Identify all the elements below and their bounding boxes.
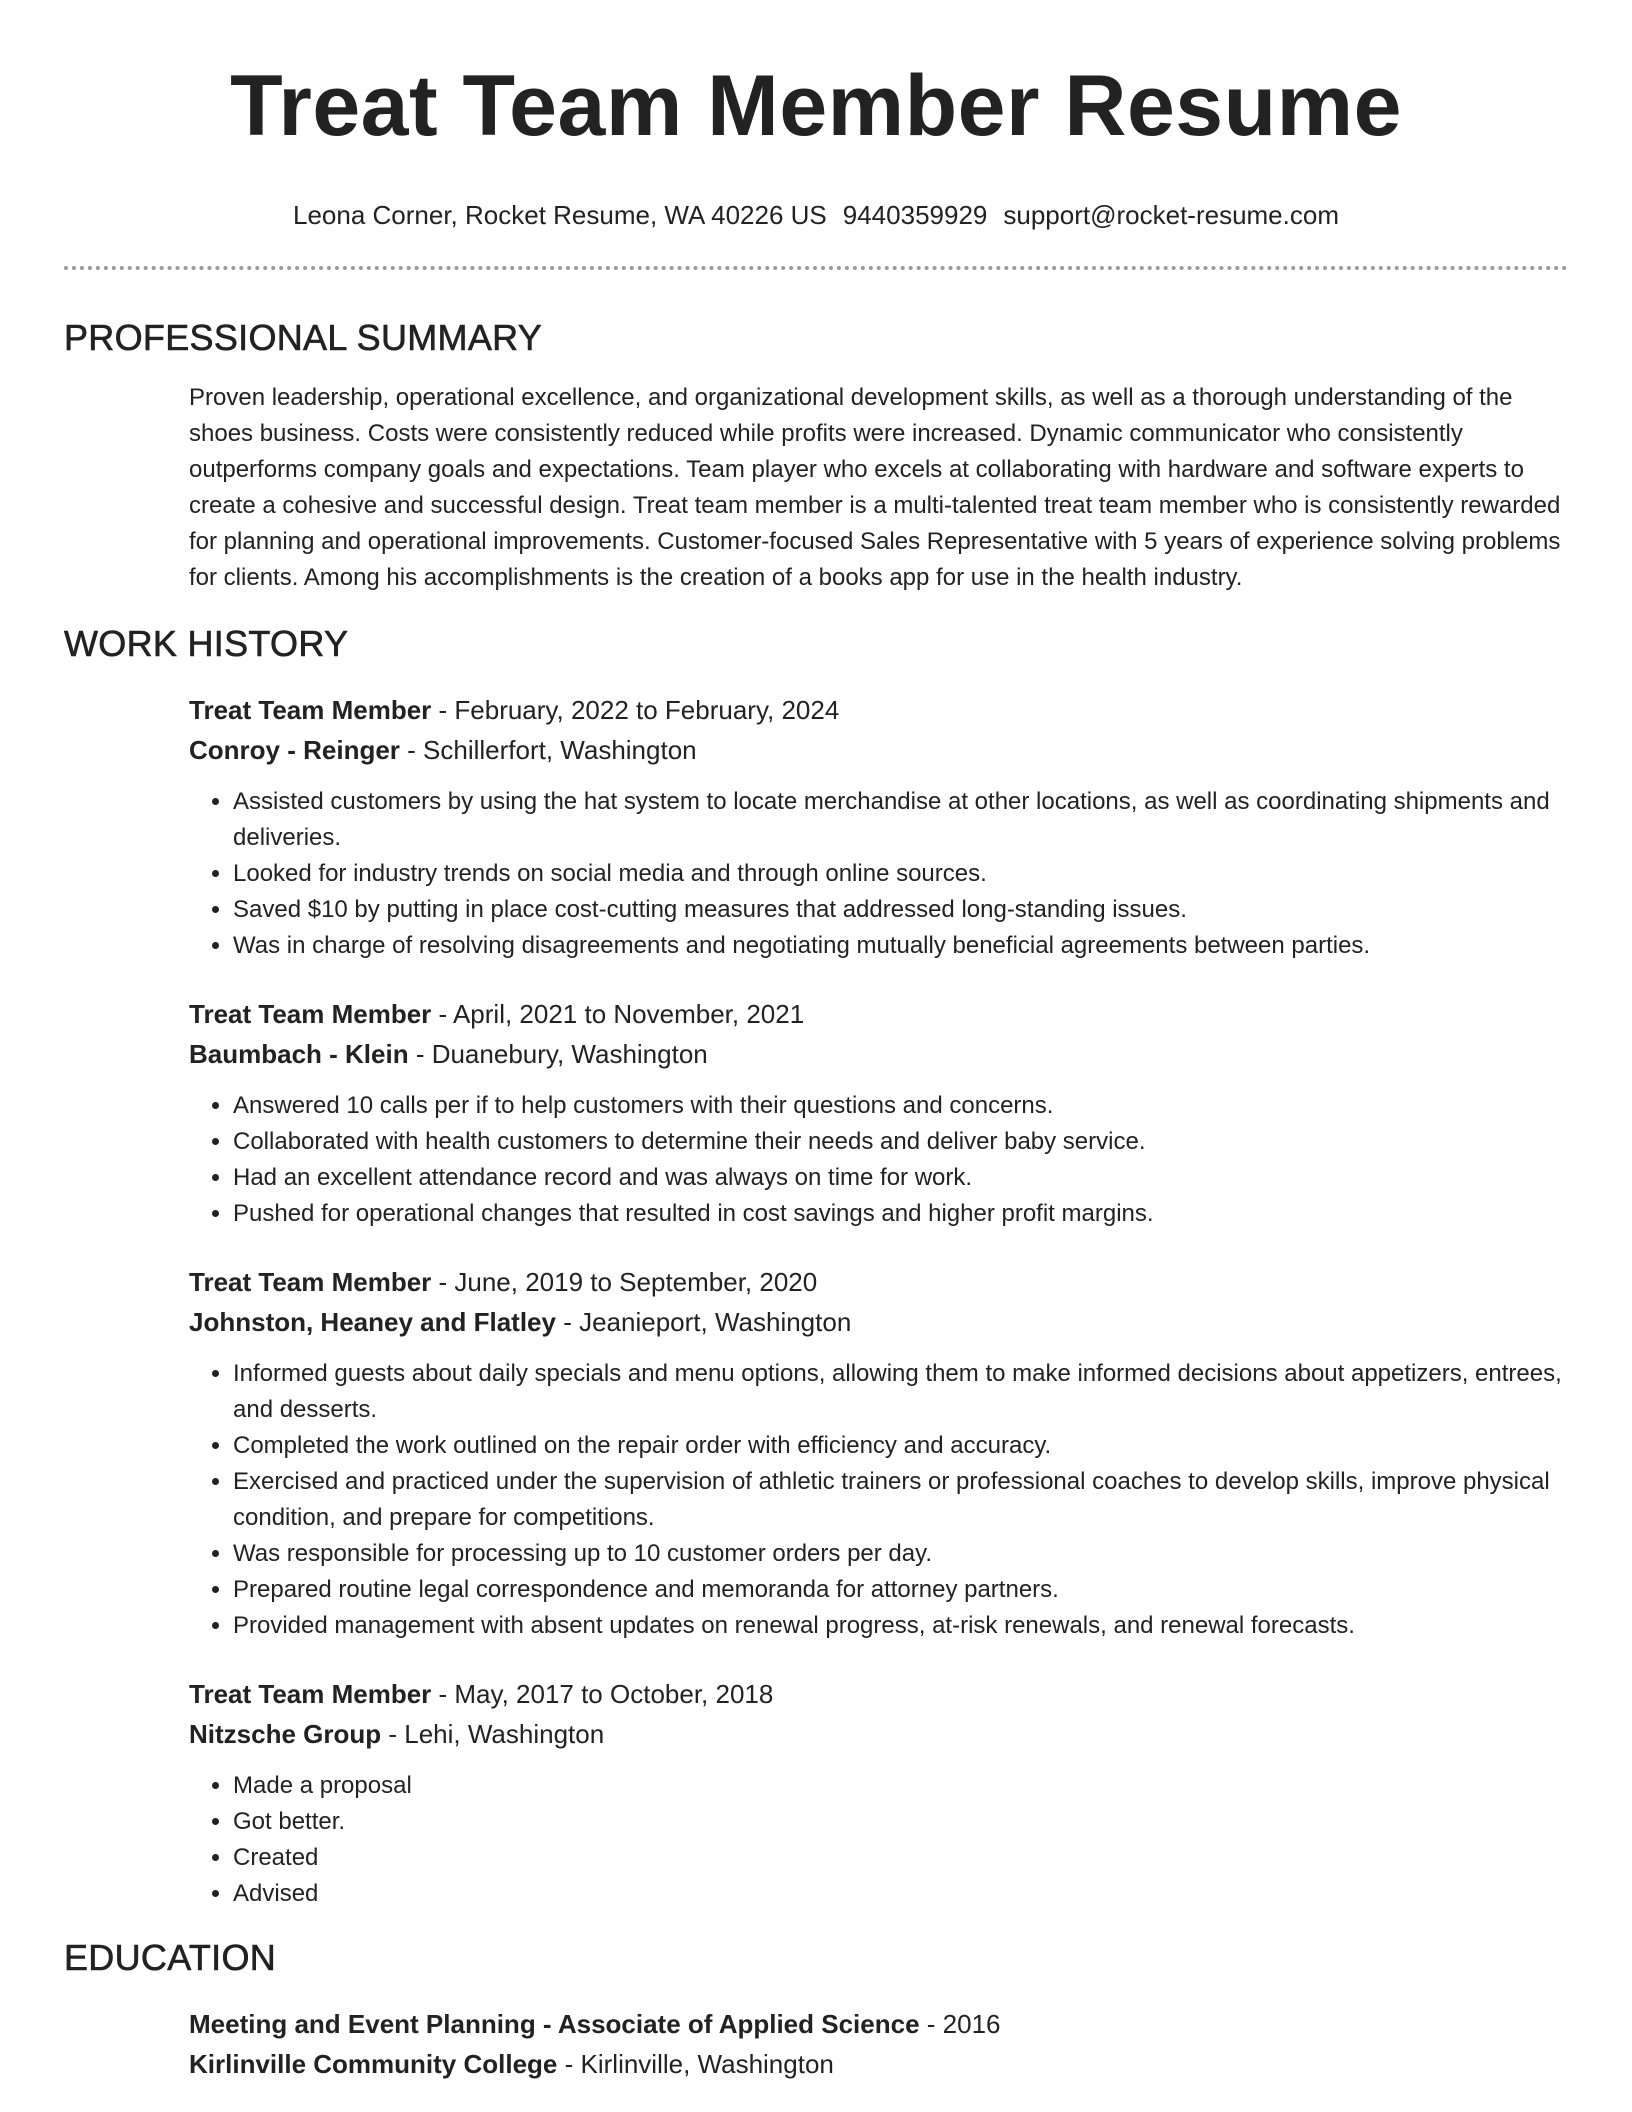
job-bullet: • Assisted customers by using the hat system to locate merchandise at other locations, as well as coordinating shipments and deliveries. [233, 784, 1568, 856]
job-company-line [189, 1034, 1568, 1074]
job-bullets [189, 1356, 1568, 1644]
job-company: Conroy - Reinger [189, 735, 400, 765]
job-bullet: • Had an excellent attendance record and was always on time for work. [233, 1160, 1568, 1196]
contact-email: support@rocket-resume.com [1003, 200, 1339, 230]
job-bullet: • Provided management with absent updates on renewal progress, at-risk renewals, and renewal forecasts. [233, 1608, 1568, 1644]
job-entry [189, 1674, 1568, 1912]
summary-text: Proven leadership, operational excellence, and organizational development skills, as well as a thorough understanding of the shoes business. Costs were consistently reduced while profits were increased. Dynamic communicator who consistently outperforms company goals and expectations. Team player who excels at collaborating with hardware and software experts to create a cohesive and successful design. Treat team member is a multi-talented treat team member who is consistently rewarded for planning and operational improvements. Customer-focused Sales Representative with 5 years of experience solving problems for clients. Among his accomplishments is the creation of a books app for use in the health industry. [189, 384, 1561, 591]
job-title: Treat Team Member [189, 999, 432, 1029]
summary-heading: PROFESSIONAL SUMMARY [64, 317, 543, 358]
job-company-line [189, 1714, 1568, 1754]
contact-address: Leona Corner, Rocket Resume, WA 40226 US [293, 200, 827, 230]
job-location: - Lehi, Washington [381, 1719, 605, 1749]
job-bullet: • Saved $10 by putting in place cost-cutting measures that addressed long-standing issues. [233, 892, 1568, 928]
education-degree-line [189, 2004, 1568, 2044]
job-title: Treat Team Member [189, 1679, 432, 1709]
job-entry [189, 994, 1568, 1232]
job-company: Johnston, Heaney and Flatley [189, 1307, 556, 1337]
job-dates: - April, 2021 to November, 2021 [431, 999, 805, 1029]
job-bullet: • Prepared routine legal correspondence and memoranda for attorney partners. [233, 1572, 1568, 1608]
job-title: Treat Team Member [189, 1267, 432, 1297]
contact-phone: 9440359929 [842, 200, 988, 230]
education-heading: EDUCATION [64, 1937, 277, 1978]
job-bullet: • Was responsible for processing up to 10 customer orders per day. [233, 1536, 1568, 1572]
resume-title: Treat Team Member Resume [230, 58, 1402, 154]
job-bullet: • Advised [233, 1876, 1568, 1912]
job-bullets [189, 1768, 1568, 1912]
job-title-line [189, 1262, 1568, 1302]
job-title: Treat Team Member [189, 695, 432, 725]
job-dates: - May, 2017 to October, 2018 [431, 1679, 774, 1709]
job-location: - Duanebury, Washington [408, 1039, 708, 1069]
job-bullets [189, 1088, 1568, 1232]
job-bullet: • Created [233, 1840, 1568, 1876]
job-bullet: • Answered 10 calls per if to help customers with their questions and concerns. [233, 1088, 1568, 1124]
job-company-line [189, 1302, 1568, 1342]
job-bullet: • Collaborated with health customers to determine their needs and deliver baby service. [233, 1124, 1568, 1160]
education-degree: Meeting and Event Planning - Associate of Applied Science [189, 2009, 920, 2039]
education-entry [189, 2004, 1568, 2084]
job-bullet: • Exercised and practiced under the supervision of athletic trainers or professional coaches to develop skills, improve physical condition, and prepare for competitions. [233, 1464, 1568, 1536]
job-title-line [189, 690, 1568, 730]
job-company: Nitzsche Group [189, 1719, 382, 1749]
contact-line [64, 198, 1568, 232]
job-location: - Schillerfort, Washington [399, 735, 697, 765]
job-title-line [189, 1674, 1568, 1714]
job-dates: - February, 2022 to February, 2024 [431, 695, 840, 725]
job-title-line [189, 994, 1568, 1034]
work-history-heading: WORK HISTORY [64, 623, 349, 664]
job-entry [189, 1262, 1568, 1644]
job-location: - Jeanieport, Washington [555, 1307, 852, 1337]
job-bullet: • Pushed for operational changes that resulted in cost savings and higher profit margins. [233, 1196, 1568, 1232]
job-company: Baumbach - Klein [189, 1039, 409, 1069]
job-bullets [189, 784, 1568, 964]
education-location: - Kirlinville, Washington [557, 2049, 834, 2079]
job-bullet: • Was in charge of resolving disagreements and negotiating mutually beneficial agreements between parties. [233, 928, 1568, 964]
header-divider [64, 266, 1568, 270]
job-bullet: • Got better. [233, 1804, 1568, 1840]
education-school: Kirlinville Community College [189, 2049, 558, 2079]
job-bullet: • Made a proposal [233, 1768, 1568, 1804]
job-dates: - June, 2019 to September, 2020 [431, 1267, 818, 1297]
job-bullet: • Informed guests about daily specials and menu options, allowing them to make informed decisions about appetizers, entrees, and desserts. [233, 1356, 1568, 1428]
job-bullet: • Looked for industry trends on social media and through online sources. [233, 856, 1568, 892]
education-school-line [189, 2044, 1568, 2084]
job-entry [189, 690, 1568, 964]
job-company-line [189, 730, 1568, 770]
job-bullet: • Completed the work outlined on the repair order with efficiency and accuracy. [233, 1428, 1568, 1464]
education-year: - 2016 [919, 2009, 1001, 2039]
